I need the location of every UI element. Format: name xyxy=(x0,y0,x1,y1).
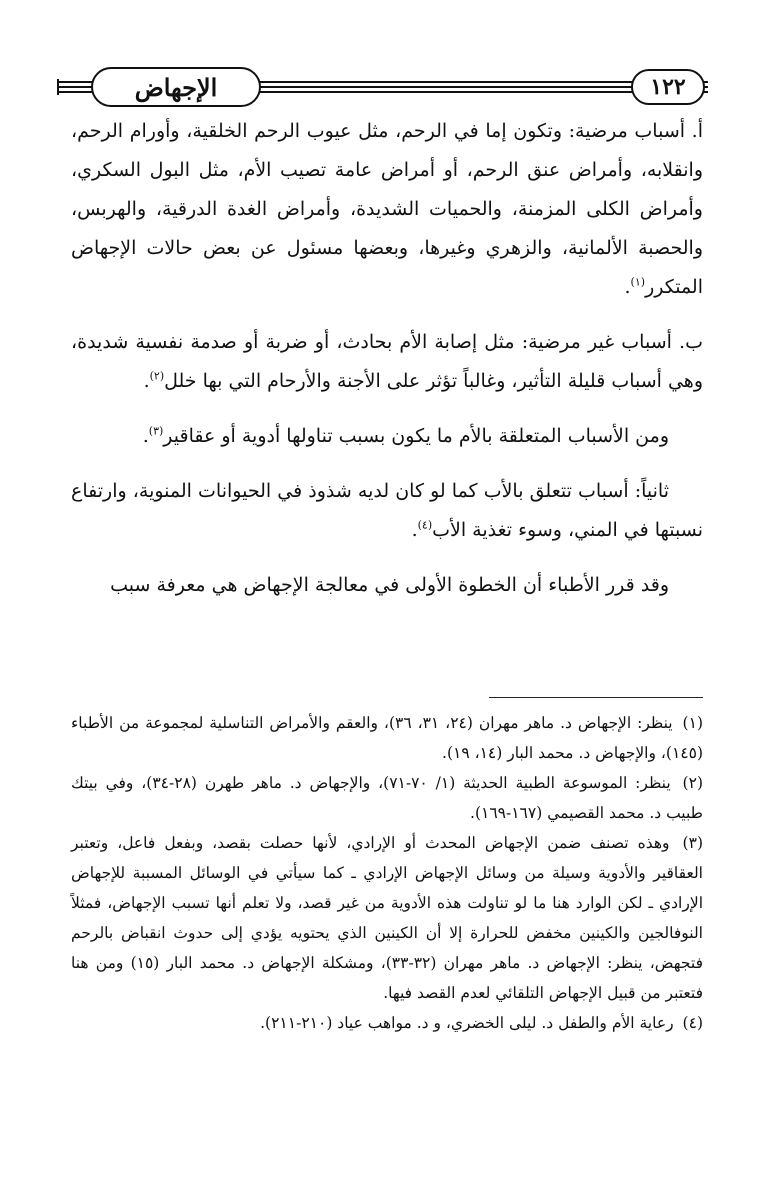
footnote-ref: (٣) xyxy=(148,424,164,438)
footnote-ref: (٢) xyxy=(149,369,165,383)
footnote-ref: (١) xyxy=(630,275,646,289)
page-header xyxy=(48,62,718,114)
paragraph-treatment: وقد قرر الأطباء أن الخطوة الأولى في معالجة الإجهاض هي معرفة سبب xyxy=(110,574,669,596)
main-text xyxy=(71,112,703,621)
footnotes xyxy=(71,708,703,1038)
footnote-ref: (٤) xyxy=(417,518,433,532)
paragraph-father-causes: ثانياً: أسباب تتعلق بالأب كما لو كان لديه شذوذ في الحيوانات المنوية، وارتفاع نسبتها في المني، وسوء تغذية الأب$^{(٤)}$. xyxy=(71,480,703,541)
footnote-4: (٤) رعاية الأم والطفل د. ليلى الخضري، و د. مواهب عياد (٢١٠-٢١١). xyxy=(260,1014,703,1032)
footnote-divider xyxy=(489,697,703,698)
footnote-3: (٣) وهذه تصنف ضمن الإجهاض المحدث أو الإرادي، لأنها حصلت بقصد، وبفعل فاعل، وتعتبر العقاقير والأدوية وسيلة من وسائل الإجهاض الإرادي ـ كما سيأتي في الوسائل المسببة للإجهاض الإرادي ـ لكن الوارد هنا ما لو تناولت هذه الأدوية من غير قصد، ولا تعلم أنها تسبب الإجهاض، فمثلاً النوفالجين والكينين مخفض للحرارة إلا أن الكينين الذي يحتويه يؤدي إلى حدوث انقباض بالرحم فتجهض، ينظر: الإجهاض د. ماهر مهران (٣٢-٣٣)، ومشكلة الإجهاض د. محمد البار (١٥) ومن هنا فتعتبر من قبيل الإجهاض التلقائي لعدم القصد فيها. xyxy=(71,834,704,1002)
paragraph-medical-causes: أ. أسباب مرضية: وتكون إما في الرحم، مثل عيوب الرحم الخلقية، وأورام الرحم، وانقلابه، وأمراض عنق الرحم، أو أمراض عامة تصيب الأم، مثل البول السكري، وأمراض الكلى المزمنة، والحميات الشديدة، وأمراض الغدة الدرقية، والهربس، والحصبة الألمانية، والزهري وغيرها، وبعضها مسئول عن بعض حالات الإجهاض المتكرر$^{(١)}$. xyxy=(71,120,703,298)
paragraph-nonmedical-causes: ب. أسباب غير مرضية: مثل إصابة الأم بحادث، أو ضربة أو صدمة نفسية شديدة، وهي أسباب قليلة التأثير، وغالباً تؤثر على الأجنة والأرحام التي بها خلل$^{(٢)}$. xyxy=(71,331,703,392)
footnote-2: (٢) ينظر: الموسوعة الطبية الحديثة (١/ ٧٠-٧١)، والإجهاض د. ماهر طهرن (٢٨-٣٤)، وفي بيتك طبيب د. محمد القصيمي (١٦٧-١٦٩). xyxy=(71,774,703,822)
footnote-1: (١) ينظر: الإجهاض د. ماهر مهران (٢٤، ٣١، ٣٦)، والعقم والأمراض التناسلية لمجموعة من الأطباء (١٤٥)، والإجهاض د. محمد البار (١٤، ١٩). xyxy=(71,714,703,762)
running-title: الإجهاض xyxy=(134,72,218,102)
paragraph-drug-causes: ومن الأسباب المتعلقة بالأم ما يكون بسبب تناولها أدوية أو عقاقير$^{(٣)}$. xyxy=(142,424,669,447)
page-number: ١٢٢ xyxy=(650,74,686,100)
